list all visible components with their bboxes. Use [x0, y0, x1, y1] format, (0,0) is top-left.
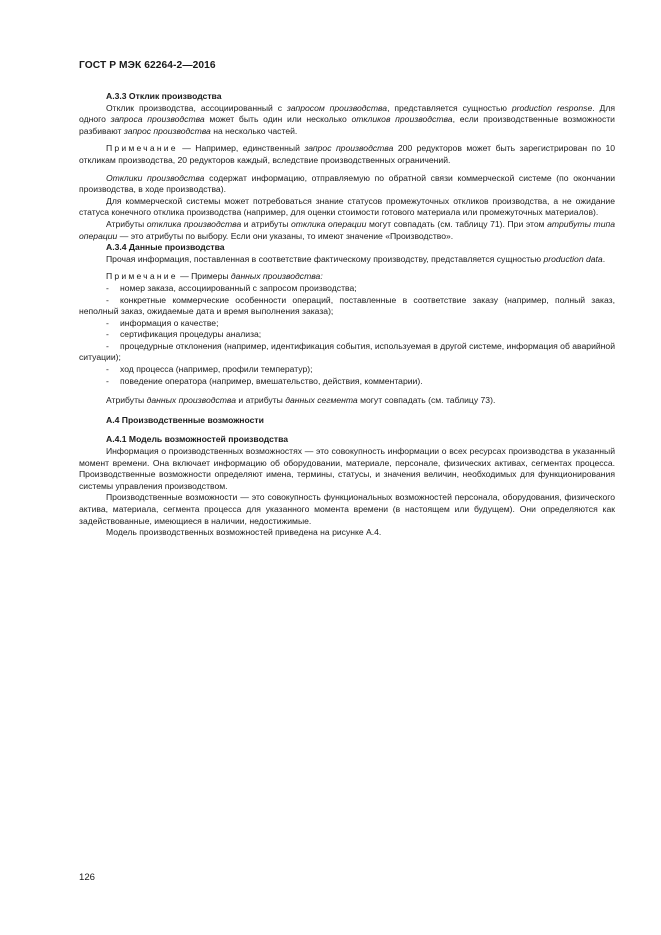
- paragraph-a41-1: Информация о производственных возможностях — это совокупность информации о всех ресурсах производства в указанный момент времени. Она включает информацию об оборудовании, материале, персонале, физических активах, сегментах процесса. Производственные возможности определяют имена, термины, статусы, и значения величин, необходимых для функционирования системы управления производством.: [79, 446, 615, 491]
- section-heading-a4: А.4 Производственные возможности: [106, 414, 264, 425]
- list-item: - сертификация процедуры анализа;: [106, 329, 262, 340]
- list-item: - поведение оператора (например, вмешательство, действия, комментарии).: [106, 375, 423, 386]
- list-item: - процедурные отклонения (например, идентификация события, используемая в другой системе, информация об аварийной ситуации);: [79, 340, 616, 363]
- paragraph-a34-1: Прочая информация, поставленная в соответствие фактическому производству, представляется сущностью production data.: [106, 253, 606, 264]
- list-item: - номер заказа, ассоциированный с запросом производства;: [106, 282, 357, 293]
- paragraph-a34-2: Атрибуты данных производства и атрибуты данных сегмента могут совпадать (см. таблицу 73).: [106, 395, 496, 406]
- section-heading-a41: А.4.1 Модель возможностей производства: [106, 434, 289, 445]
- section-heading-a34: А.3.4 Данные производства: [106, 242, 225, 253]
- list-item: - ход процесса (например, профили температур);: [106, 364, 313, 375]
- section-heading-a33: А.3.3 Отклик производства: [106, 91, 222, 101]
- note-a33: Примечание — Например, единственный запрос производства 200 редукторов может быть зарегистрирован по 10 откликам производства, 20 редукторов каждый, вследствие производственных ограничений.: [79, 143, 615, 165]
- paragraph-a41-3: Модель производственных возможностей приведена на рисунке А.4.: [106, 527, 382, 538]
- paragraph-a33-1: Отклик производства, ассоциированный с запросом производства, представляется сущностью production response. Для одного запроса производства может быть один или несколько откликов производства, если производственные возможности разбивают запрос производства на несколько частей.: [79, 102, 616, 136]
- page-content: [79, 91, 615, 539]
- document-header: ГОСТ Р МЭК 62264-2—2016: [79, 60, 216, 71]
- list-item: - информация о качестве;: [106, 317, 219, 328]
- paragraph-a33-3: Для коммерческой системы может потребоваться знание статусов промежуточных откликов производства, а не ожидание статуса конечного отклика производства (например, для оценки стоимости готового материала или промежуточных материалов).: [79, 195, 615, 218]
- paragraph-a33-2: Отклики производства содержат информацию, отправляемую по обратной связи коммерческой системе (по окончании производства, в ходе производства).: [79, 172, 615, 195]
- list-item: - конкретные коммерческие особенности операций, поставленные в соответствие заказу (например, полный заказ, неполный заказ, ожидаемые дата и время выполнения заказа);: [79, 294, 615, 317]
- paragraph-a41-2: Производственные возможности — это совокупность функциональных возможностей персонала, оборудования, физического актива, материала, сегмента процесса для указанного момента времени (в настоящем или будущем). Они определяются как задействованные, имеющиеся в наличии, недостижимые.: [79, 492, 615, 526]
- page-number: 126: [79, 872, 96, 883]
- paragraph-a33-4: Атрибуты отклика производства и атрибуты отклика операции могут совпадать (см. таблицу 71). При этом атрибуты типа операции — это атрибуты по выбору. Если они указаны, то имеют значение «Производство».: [79, 218, 615, 241]
- note-a34: Примечание — Примеры данных производства:: [106, 271, 323, 282]
